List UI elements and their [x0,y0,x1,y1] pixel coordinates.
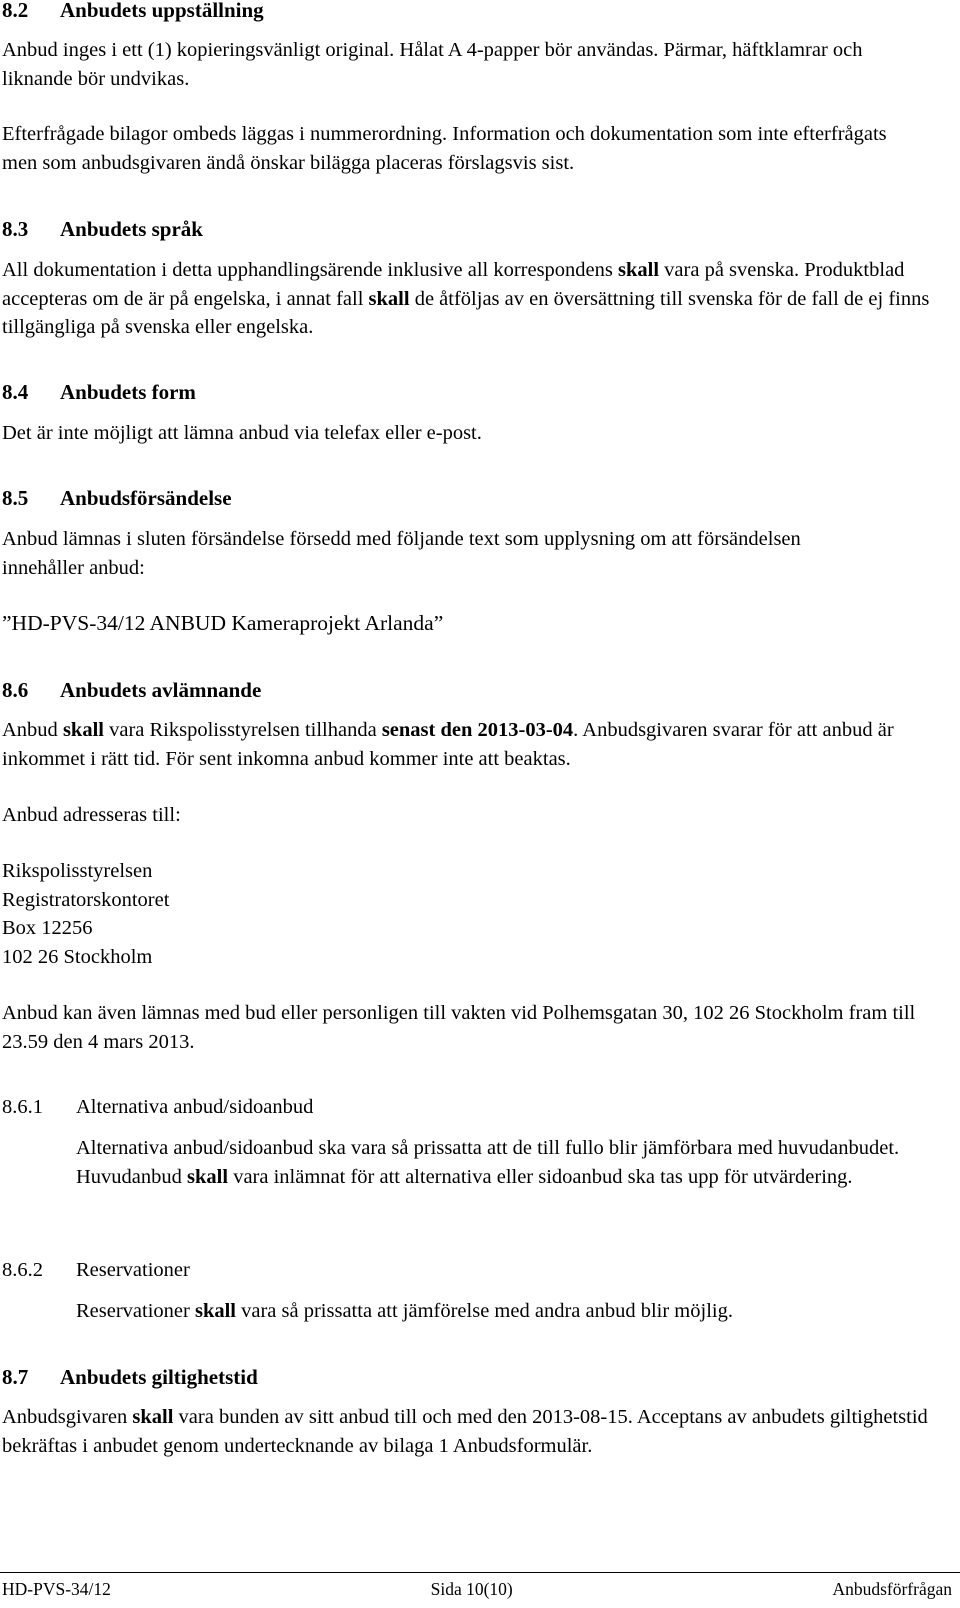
section-number: 8.6.1 [2,1096,43,1118]
emphasis: skall [132,1406,174,1428]
address-line: Registratorskontoret [2,888,170,911]
text-run: de åtföljas av en översättning till svenska för de fall de ej finns tillgängliga på svenska eller engelska. [2,287,930,338]
section-title: Anbudets form [60,380,196,404]
emphasis: skall [62,719,104,741]
section-title: Reservationer [76,1259,190,1281]
deadline: senast den 2013-03-04 [381,719,574,741]
text-run: vara bunden av sitt anbud till och med den 2013-08-15. Acceptans av anbudets giltighetstid bekräftas i anbudet genom undertecknande av bilaga 1 Anbudsformulär. [2,1406,928,1457]
envelope-label: ”HD-PVS-34/12 ANBUD Kameraprojekt Arlanda” [2,611,444,635]
paragraph: Det är inte möjligt att lämna anbud via telefax eller e-post. [2,422,482,444]
section-heading-8-6 [2,676,952,705]
section-number: 8.2 [2,0,29,22]
text-run: All dokumentation i detta upphandlingsärende inklusive all korrespondens [2,259,619,281]
text-run: vara på svenska. Produktblad accepteras om de är på engelska, i annat fall [2,259,905,310]
section-number: 8.4 [2,380,29,404]
paragraph: Anbud kan även lämnas med bud eller personligen till vakten vid Polhemsgatan 30, 102 26 Stockholm fram till 23.59 den 4 mars 2013. [2,1002,916,1053]
text-run: vara inlämnat för att alternativa eller sidoanbud ska tas upp för utvärdering. [228,1165,853,1188]
section-heading-8-2 [2,0,952,25]
address-line: 102 26 Stockholm [2,945,153,968]
section-title: Anbudets uppställning [60,0,264,22]
text-run: Reservationer [76,1300,195,1322]
footer-page-number: Sida 10(10) [430,1579,513,1599]
subsection-heading-8-6-2 [2,1256,952,1285]
section-heading-8-4 [2,378,952,407]
text-run: Anbud [2,719,63,741]
section-number: 8.6.2 [2,1259,43,1281]
section-title: Anbudets avlämnande [60,678,262,702]
section-number: 8.6 [2,678,29,702]
paragraph [76,1134,936,1191]
section-title: Alternativa anbud/sidoanbud [76,1096,314,1118]
text-run: . Anbudsgivaren svarar för att anbud är inkommet i rätt tid. För sent inkomna anbud kommer inte att beaktas. [2,719,894,770]
subsection-heading-8-6-1 [2,1093,952,1122]
emphasis: skall [194,1300,236,1322]
footer-divider [0,1572,960,1573]
section-number: 8.5 [2,486,29,510]
paragraph [2,1403,947,1460]
footer-document-title: Anbudsförfrågan [832,1579,952,1599]
paragraph [2,256,947,342]
paragraph [76,1297,956,1326]
paragraph: Anbud adresseras till: [2,804,181,826]
address-line: Box 12256 [2,917,93,939]
emphasis: skall [368,287,410,310]
paragraph: Anbud lämnas i sluten försändelse försedd med följande text som upplysning om att försändelsen innehåller anbud: [2,528,801,579]
footer-reference: HD-PVS-34/12 [2,1579,111,1599]
text-run: vara så prissatta att jämförelse med andra anbud blir möjlig. [236,1300,733,1322]
paragraph [2,716,947,773]
section-heading-8-3 [2,215,952,244]
paragraph: Efterfrågade bilagor ombeds läggas i nummerordning. Information och dokumentation som inte efterfrågats men som anbudsgivaren ändå önskar bilägga placeras förslagsvis sist. [2,123,887,174]
emphasis: skall [187,1165,229,1188]
section-heading-8-5 [2,484,952,513]
address-block [2,857,952,971]
section-heading-8-7 [2,1363,952,1392]
section-title: Anbudets giltighetstid [60,1365,258,1389]
section-number: 8.7 [2,1365,29,1389]
text-run: Anbudsgivaren [2,1406,133,1428]
section-number: 8.3 [2,217,29,241]
text-run: vara Rikspolisstyrelsen tillhanda [103,719,382,741]
text-run: Alternativa anbud/sidoanbud ska vara så prissatta att de till fullo blir jämförbara med huvudanbudet. Huvudanbud [76,1137,900,1188]
section-title: Anbudsförsändelse [60,486,232,510]
section-title: Anbudets språk [60,217,203,241]
paragraph: Anbud inges i ett (1) kopieringsvänligt original. Hålat A 4-papper bör användas. Pärmar, häftklamrar och liknande bör undvikas. [2,39,863,90]
address-line: Rikspolisstyrelsen [2,860,153,882]
page-footer [2,1578,952,1600]
emphasis: skall [618,259,660,281]
